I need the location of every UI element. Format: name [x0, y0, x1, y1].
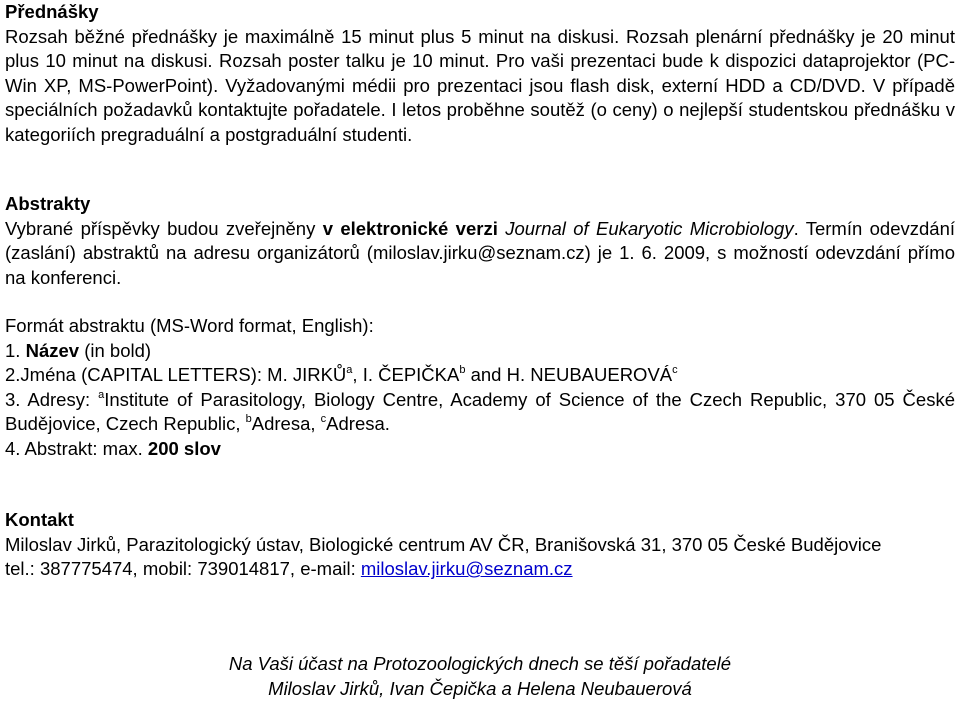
abstracts-text [5, 217, 955, 291]
abstracts-text-part2: . Termín odevzdání (zaslání) abstraktů na adresu organizátorů (miloslav.jirku@seznam.cz) je 1. 6. 2009, s možností odevzdání přímo na konferenci. [5, 217, 955, 288]
format-item-2 [5, 363, 955, 388]
format-item-4-prefix: 4. Abstrakt: max. [5, 437, 148, 459]
format-section [5, 314, 955, 462]
format-item-1 [5, 339, 955, 364]
contact-phone-line [5, 557, 955, 582]
format-item-3-sup-c: c [320, 413, 327, 426]
abstracts-section [5, 192, 955, 290]
format-item-1-suffix: (in bold) [79, 339, 152, 361]
lectures-section [5, 0, 955, 148]
format-item-2-sup-a: a [346, 364, 353, 377]
format-item-4 [5, 437, 955, 462]
footer-line-1: Na Vaši účast na Protozoologických dnech se těší pořadatelé [228, 653, 732, 674]
format-intro: Formát abstraktu (MS-Word format, English): [5, 315, 374, 336]
format-item-2-end: and H. NEUBAUEROVÁ [465, 364, 673, 386]
lectures-heading: Přednášky [5, 1, 99, 22]
footer [0, 652, 960, 701]
format-item-4-bold: 200 slov [147, 437, 221, 459]
contact-phone-text: tel.: 387775474, mobil: 739014817, e-mail: [5, 558, 361, 580]
abstracts-journal-name: Journal of Eukaryotic Microbiology [505, 217, 794, 239]
contact-section [5, 508, 955, 582]
format-item-3 [5, 388, 955, 437]
format-item-1-bold: Název [25, 339, 80, 361]
abstracts-text-part1: Vybrané příspěvky budou zveřejněny [5, 217, 323, 239]
lectures-text: Rozsah běžné přednášky je maximálně 15 minut plus 5 minut na diskusi. Rozsah plenární přednášky je 20 minut plus 10 minut na diskusi. Rozsah poster talku je 10 minut. Pro vaši prezentaci bude k dispozici dataprojektor (PC-Win XP, MS-PowerPoint). Vyžadovanými médii pro prezentaci jsou flash disk, externí HDD a CD/DVD. V případě speciálních požadavků kontaktujte pořadatele. I letos proběhne soutěž (o ceny) o nejlepší studentskou přednášku v kategoriích pregraduální a postgraduální studenti. [5, 25, 955, 145]
format-item-3-prefix: 3. Adresy: [5, 388, 99, 410]
format-item-2-text: 2.Jména (CAPITAL LETTERS): M. JIRKŮ [5, 364, 347, 386]
footer-line-2: Miloslav Jirků, Ivan Čepička a Helena Neubauerová [268, 677, 692, 699]
format-item-3-address-c: Adresa. [326, 413, 390, 435]
format-item-1-prefix: 1. [5, 339, 26, 361]
format-item-3-address-a: Institute of Parasitology, Biology Centre, Academy of Science of the Czech Republic, 370 05 České Budějovice, Czech Republic, [5, 388, 955, 435]
abstracts-heading: Abstrakty [5, 193, 91, 214]
format-item-2-mid: , I. ČEPIČKA [352, 364, 460, 386]
format-item-3-address-b: Adresa, [251, 413, 321, 435]
format-item-2-sup-c: c [672, 364, 678, 377]
format-item-3-sup-b: b [245, 413, 252, 426]
contact-email-link[interactable]: miloslav.jirku@seznam.cz [360, 558, 573, 580]
format-item-3-sup-a: a [98, 388, 105, 401]
format-item-2-sup-b: b [459, 364, 466, 377]
abstracts-electronic-version: v elektronické verzi [322, 217, 498, 239]
contact-text: Miloslav Jirků, Parazitologický ústav, Biologické centrum AV ČR, Branišovská 31, 370 05 České Budějovice [5, 533, 882, 555]
contact-heading: Kontakt [5, 509, 74, 530]
